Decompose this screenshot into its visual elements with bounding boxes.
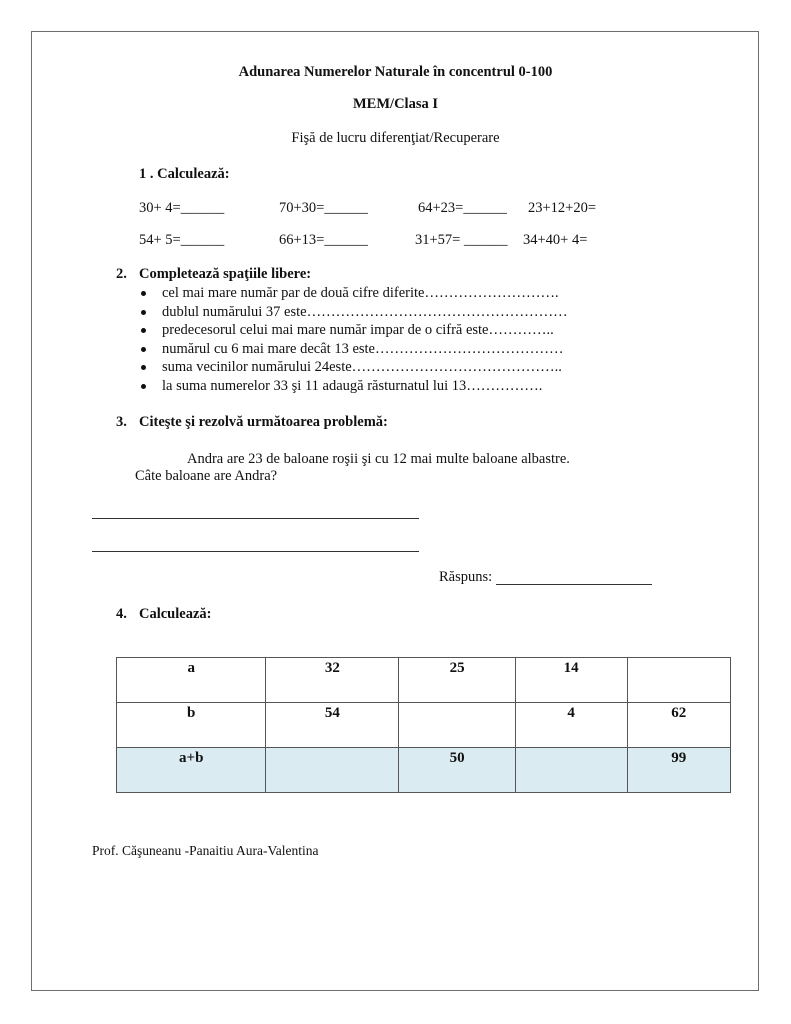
exercise-2-2: 66+13=______ <box>279 232 368 248</box>
list-item: numărul cu 6 mai mare decât 13 este………………………………… <box>138 340 568 359</box>
list-item: predecesorul celui mai mare număr impar de o cifră este………….. <box>138 321 568 340</box>
work-line-2[interactable] <box>92 551 419 552</box>
list-item: cel mai mare număr par de două cifre diferite………………………. <box>138 284 568 303</box>
bullet-icon <box>141 291 146 296</box>
exercise-1-1: 30+ 4=______ <box>139 200 225 216</box>
worksheet-title: Adunarea Numerelor Naturale în concentrul 0-100 <box>238 64 553 80</box>
table-cell[interactable] <box>515 748 627 793</box>
problem-text-line2: Câte baloane are Andra? <box>135 468 278 484</box>
list-item: dublul numărului 37 este……………………………………………… <box>138 303 568 322</box>
table-cell[interactable] <box>627 658 730 703</box>
table-cell[interactable]: 50 <box>399 748 515 793</box>
section1-heading: 1 . Calculează: <box>139 166 230 182</box>
section4-heading: Calculează: <box>139 606 212 622</box>
table-row-b <box>117 703 731 748</box>
bullet-icon <box>141 310 146 315</box>
exercise-1-3: 64+23=______ <box>418 200 507 216</box>
worksheet-subtitle: MEM/Clasa I <box>353 96 438 112</box>
worksheet-type: Fişă de lucru diferenţiat/Recuperare <box>291 130 500 146</box>
exercise-1-4: 23+12+20= <box>528 200 597 216</box>
row-label-a: a <box>117 658 266 703</box>
exercise-2-4: 34+40+ 4= <box>523 232 588 248</box>
row-label-sum: a+b <box>117 748 266 793</box>
fill-in-list <box>138 284 568 396</box>
section3-heading: Citeşte şi rezolvă următoarea problemă: <box>139 414 388 430</box>
table-cell[interactable]: 62 <box>627 703 730 748</box>
addition-table <box>116 657 731 793</box>
table-cell[interactable]: 54 <box>266 703 399 748</box>
bullet-icon <box>141 328 146 333</box>
bullet-icon <box>141 347 146 352</box>
author-credit: Prof. Căşuneanu -Panaitiu Aura-Valentina <box>92 843 319 858</box>
exercise-1-2: 70+30=______ <box>279 200 368 216</box>
list-item: suma vecinilor numărului 24este…………………………………….. <box>138 358 568 377</box>
table-cell[interactable]: 32 <box>266 658 399 703</box>
row-label-b: b <box>117 703 266 748</box>
problem-text-line1: Andra are 23 de baloane roşii şi cu 12 mai multe baloane albastre. <box>187 451 570 467</box>
table-cell[interactable]: 99 <box>627 748 730 793</box>
table-cell[interactable]: 25 <box>399 658 515 703</box>
table-cell[interactable]: 4 <box>515 703 627 748</box>
bullet-icon <box>141 365 146 370</box>
section3-number: 3. <box>116 414 127 430</box>
bullet-icon <box>141 384 146 389</box>
table-cell[interactable] <box>399 703 515 748</box>
table-cell[interactable]: 14 <box>515 658 627 703</box>
exercise-2-1: 54+ 5=______ <box>139 232 225 248</box>
exercise-2-3: 31+57= ______ <box>415 232 508 248</box>
list-item: la suma numerelor 33 şi 11 adaugă răsturnatul lui 13……………. <box>138 377 568 396</box>
answer-line[interactable] <box>496 584 652 585</box>
table-row-sum <box>117 748 731 793</box>
answer-label: Răspuns: <box>439 569 493 585</box>
work-line-1[interactable] <box>92 518 419 519</box>
section2-heading: Completează spaţiile libere: <box>139 266 312 282</box>
table-cell[interactable] <box>266 748 399 793</box>
section2-number: 2. <box>116 266 127 282</box>
section4-number: 4. <box>116 606 127 622</box>
table-row-a <box>117 658 731 703</box>
